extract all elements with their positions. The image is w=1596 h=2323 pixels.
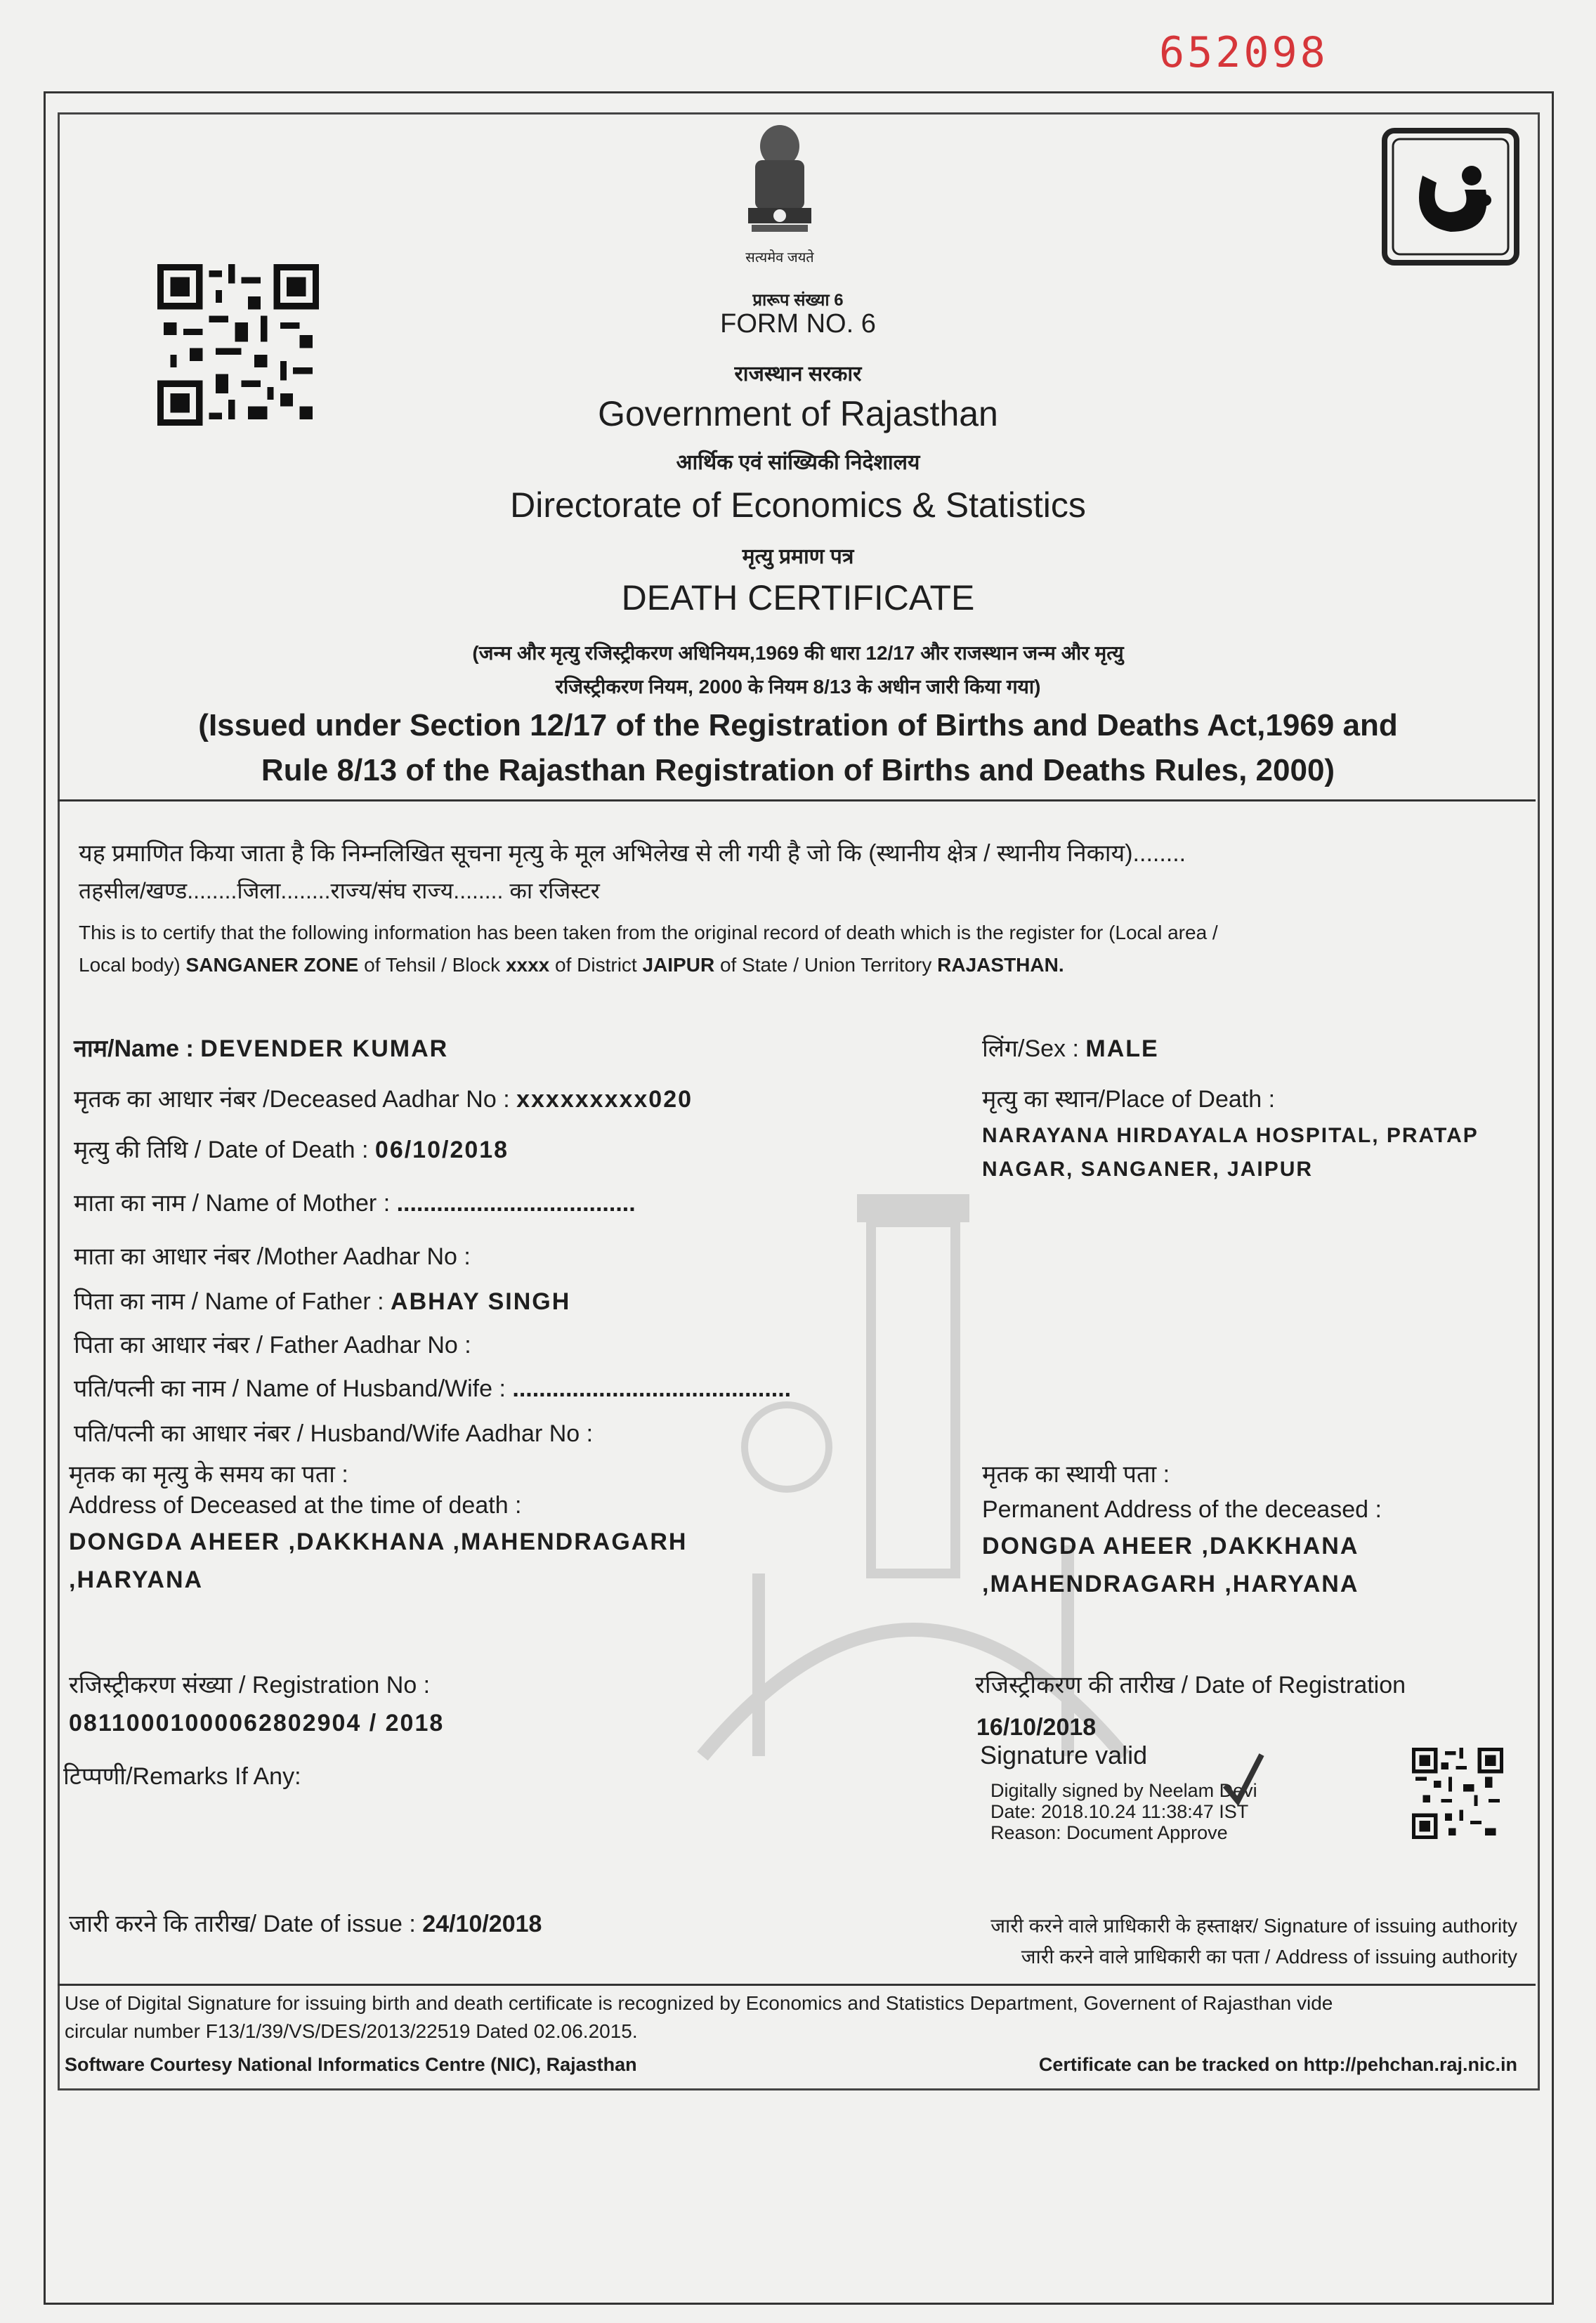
registration-date-label: रजिस्ट्रीकरण की तारीख / Date of Registration xyxy=(975,1672,1406,1699)
registration-no-label: रजिस्ट्रीकरण संख्या / Registration No : xyxy=(69,1672,431,1699)
emblem-motto: सत्यमेव जयते xyxy=(745,250,814,266)
mother-row xyxy=(74,1186,636,1218)
registration-no: 08110001000062802904 / 2018 xyxy=(69,1710,445,1736)
deceased-aadhar: xxxxxxxxx020 xyxy=(516,1086,693,1113)
certify-english-line2 xyxy=(79,954,1064,976)
issue-row xyxy=(69,1906,542,1939)
spouse-name: .......................................... xyxy=(512,1375,792,1402)
mother-name: .................................... xyxy=(396,1190,636,1217)
dod-label: मृत्यु की तिथि / Date of Death : xyxy=(74,1137,369,1163)
signed-by: Digitally signed by Neelam Devi xyxy=(990,1780,1257,1801)
certificate-title-hindi: मृत्यु प्रमाण पत्र xyxy=(742,545,854,568)
sex-row xyxy=(982,1031,1159,1064)
software-courtesy: Software Courtesy National Informatics Centre (NIC), Rajasthan xyxy=(65,2054,637,2075)
spouse-label: पति/पत्नी का नाम / Name of Husband/Wife : xyxy=(74,1375,506,1402)
issue-date: 24/10/2018 xyxy=(422,1911,542,1937)
signature-reason: Reason: Document Approve xyxy=(990,1822,1228,1843)
form-no-hindi: प्रारूप संख्या 6 xyxy=(752,291,844,310)
footer-note-line2: circular number F13/1/39/VS/DES/2013/22519 Dated 02.06.2015. xyxy=(65,2020,638,2042)
name-label: नाम/Name : xyxy=(74,1035,194,1062)
act-english-line2: Rule 8/13 of the Rajasthan Registration of Births and Deaths Rules, 2000) xyxy=(261,753,1335,787)
perm-address-label: Permanent Address of the deceased : xyxy=(982,1496,1382,1523)
dod-row xyxy=(74,1132,509,1165)
deceased-name: DEVENDER KUMAR xyxy=(200,1035,449,1062)
place-label: मृत्यु का स्थान/Place of Death : xyxy=(982,1086,1276,1113)
block: xxxx xyxy=(505,954,550,976)
header-divider xyxy=(58,799,1536,801)
address-line1: DONGDA AHEER ,DAKKHANA ,MAHENDRAGARH xyxy=(69,1529,688,1555)
certify-text-d: of State / Union Territory xyxy=(719,954,932,976)
mother-label: माता का नाम / Name of Mother : xyxy=(74,1190,391,1217)
place-line1: NARAYANA HIRDAYALA HOSPITAL, PRATAP xyxy=(982,1124,1479,1147)
footer-divider xyxy=(58,1984,1536,1986)
registration-date: 16/10/2018 xyxy=(976,1714,1097,1741)
perm-address-line2: ,MAHENDRAGARH ,HARYANA xyxy=(982,1571,1359,1597)
signature-qr-code-icon xyxy=(1412,1748,1503,1839)
signature-check-icon xyxy=(1222,1751,1264,1807)
authority-signature-label: जारी करने वाले प्राधिकारी के हस्ताक्षर/ Signature of issuing authority xyxy=(990,1915,1517,1937)
father-row xyxy=(74,1284,570,1316)
remarks-label: टिप्पणी/Remarks If Any: xyxy=(63,1763,301,1790)
aadhar-label: मृतक का आधार नंबर /Deceased Aadhar No : xyxy=(74,1086,510,1113)
govt-title: Government of Rajasthan xyxy=(598,394,998,433)
spouse-row xyxy=(74,1371,791,1403)
dept-title: Directorate of Economics & Statistics xyxy=(510,485,1086,525)
perm-address-line1: DONGDA AHEER ,DAKKHANA xyxy=(982,1533,1359,1559)
certify-text-b: of Tehsil / Block xyxy=(364,954,501,976)
state: RAJASTHAN. xyxy=(937,954,1064,976)
district: JAIPUR xyxy=(642,954,715,976)
signature-valid: Signature valid xyxy=(980,1741,1148,1769)
father-name: ABHAY SINGH xyxy=(391,1288,571,1315)
govt-hindi: राजस्थान सरकार xyxy=(734,362,862,386)
address-line2: ,HARYANA xyxy=(69,1566,204,1593)
dept-hindi: आर्थिक एवं सांख्यिकी निदेशालय xyxy=(676,451,920,474)
sex-value: MALE xyxy=(1085,1035,1159,1062)
act-hindi-line1: (जन्म और मृत्यु रजिस्ट्रीकरण अधिनियम,1969 की धारा 12/17 और राजस्थान जन्म और मृत्यु xyxy=(472,642,1124,664)
mother-aadhar-label: माता का आधार नंबर /Mother Aadhar No : xyxy=(74,1243,471,1270)
father-aadhar-label: पिता का आधार नंबर / Father Aadhar No : xyxy=(74,1332,471,1359)
certificate-title: DEATH CERTIFICATE xyxy=(621,578,975,617)
date-of-death: 06/10/2018 xyxy=(374,1137,509,1163)
sex-label: लिंग/Sex : xyxy=(982,1035,1079,1062)
act-hindi-line2: रजिस्ट्रीकरण नियम, 2000 के नियम 8/13 के अधीन जारी किया गया) xyxy=(555,676,1041,698)
perm-address-label-hindi: मृतक का स्थायी पता : xyxy=(982,1461,1170,1488)
father-label: पिता का नाम / Name of Father : xyxy=(74,1288,384,1315)
local-body: SANGANER ZONE xyxy=(185,954,359,976)
spouse-aadhar-label: पति/पत्नी का आधार नंबर / Husband/Wife Aadhar No : xyxy=(74,1420,594,1447)
certify-hindi-line2: तहसील/खण्ड........जिला........राज्य/संघ राज्य........ का रजिस्टर xyxy=(79,878,600,903)
certify-text-c: of District xyxy=(555,954,637,976)
place-line2: NAGAR, SANGANER, JAIPUR xyxy=(982,1158,1314,1181)
certify-text-a: Local body) xyxy=(79,954,181,976)
national-emblem-icon xyxy=(734,118,825,259)
form-no: FORM NO. 6 xyxy=(720,309,876,339)
signature-date: Date: 2018.10.24 11:38:47 IST xyxy=(990,1801,1249,1822)
issue-label: जारी करने कि तारीख/ Date of issue : xyxy=(69,1911,416,1937)
certify-english-line1: This is to certify that the following information has been taken from the original record of death which is the register for (Local area / xyxy=(79,922,1218,943)
authority-address-label: जारी करने वाले प्राधिकारी का पता / Address of issuing authority xyxy=(1021,1946,1517,1968)
footer-note-line1: Use of Digital Signature for issuing birth and death certificate is recognized by Economics and Statistics Department, Governent of Rajasthan vide xyxy=(65,1992,1333,2014)
aadhar-row xyxy=(74,1082,693,1114)
certify-hindi-line1: यह प्रमाणित किया जाता है कि निम्नलिखित सूचना मृत्यु के मूल अभिलेख से ली गयी है जो कि (स्थानीय क्षेत्र / स्थानीय निकाय)........ xyxy=(79,840,1186,867)
serial-number: 652098 xyxy=(1159,28,1328,77)
act-english-line1: (Issued under Section 12/17 of the Registration of Births and Deaths Act,1969 and xyxy=(198,708,1398,742)
tracking-link[interactable]: Certificate can be tracked on http://pehchan.raj.nic.in xyxy=(1038,2054,1517,2075)
name-row xyxy=(74,1031,448,1064)
address-label-hindi: मृतक का मृत्यु के समय का पता : xyxy=(69,1461,348,1488)
pehchan-logo-icon xyxy=(1380,126,1521,267)
address-label: Address of Deceased at the time of death : xyxy=(69,1492,522,1519)
